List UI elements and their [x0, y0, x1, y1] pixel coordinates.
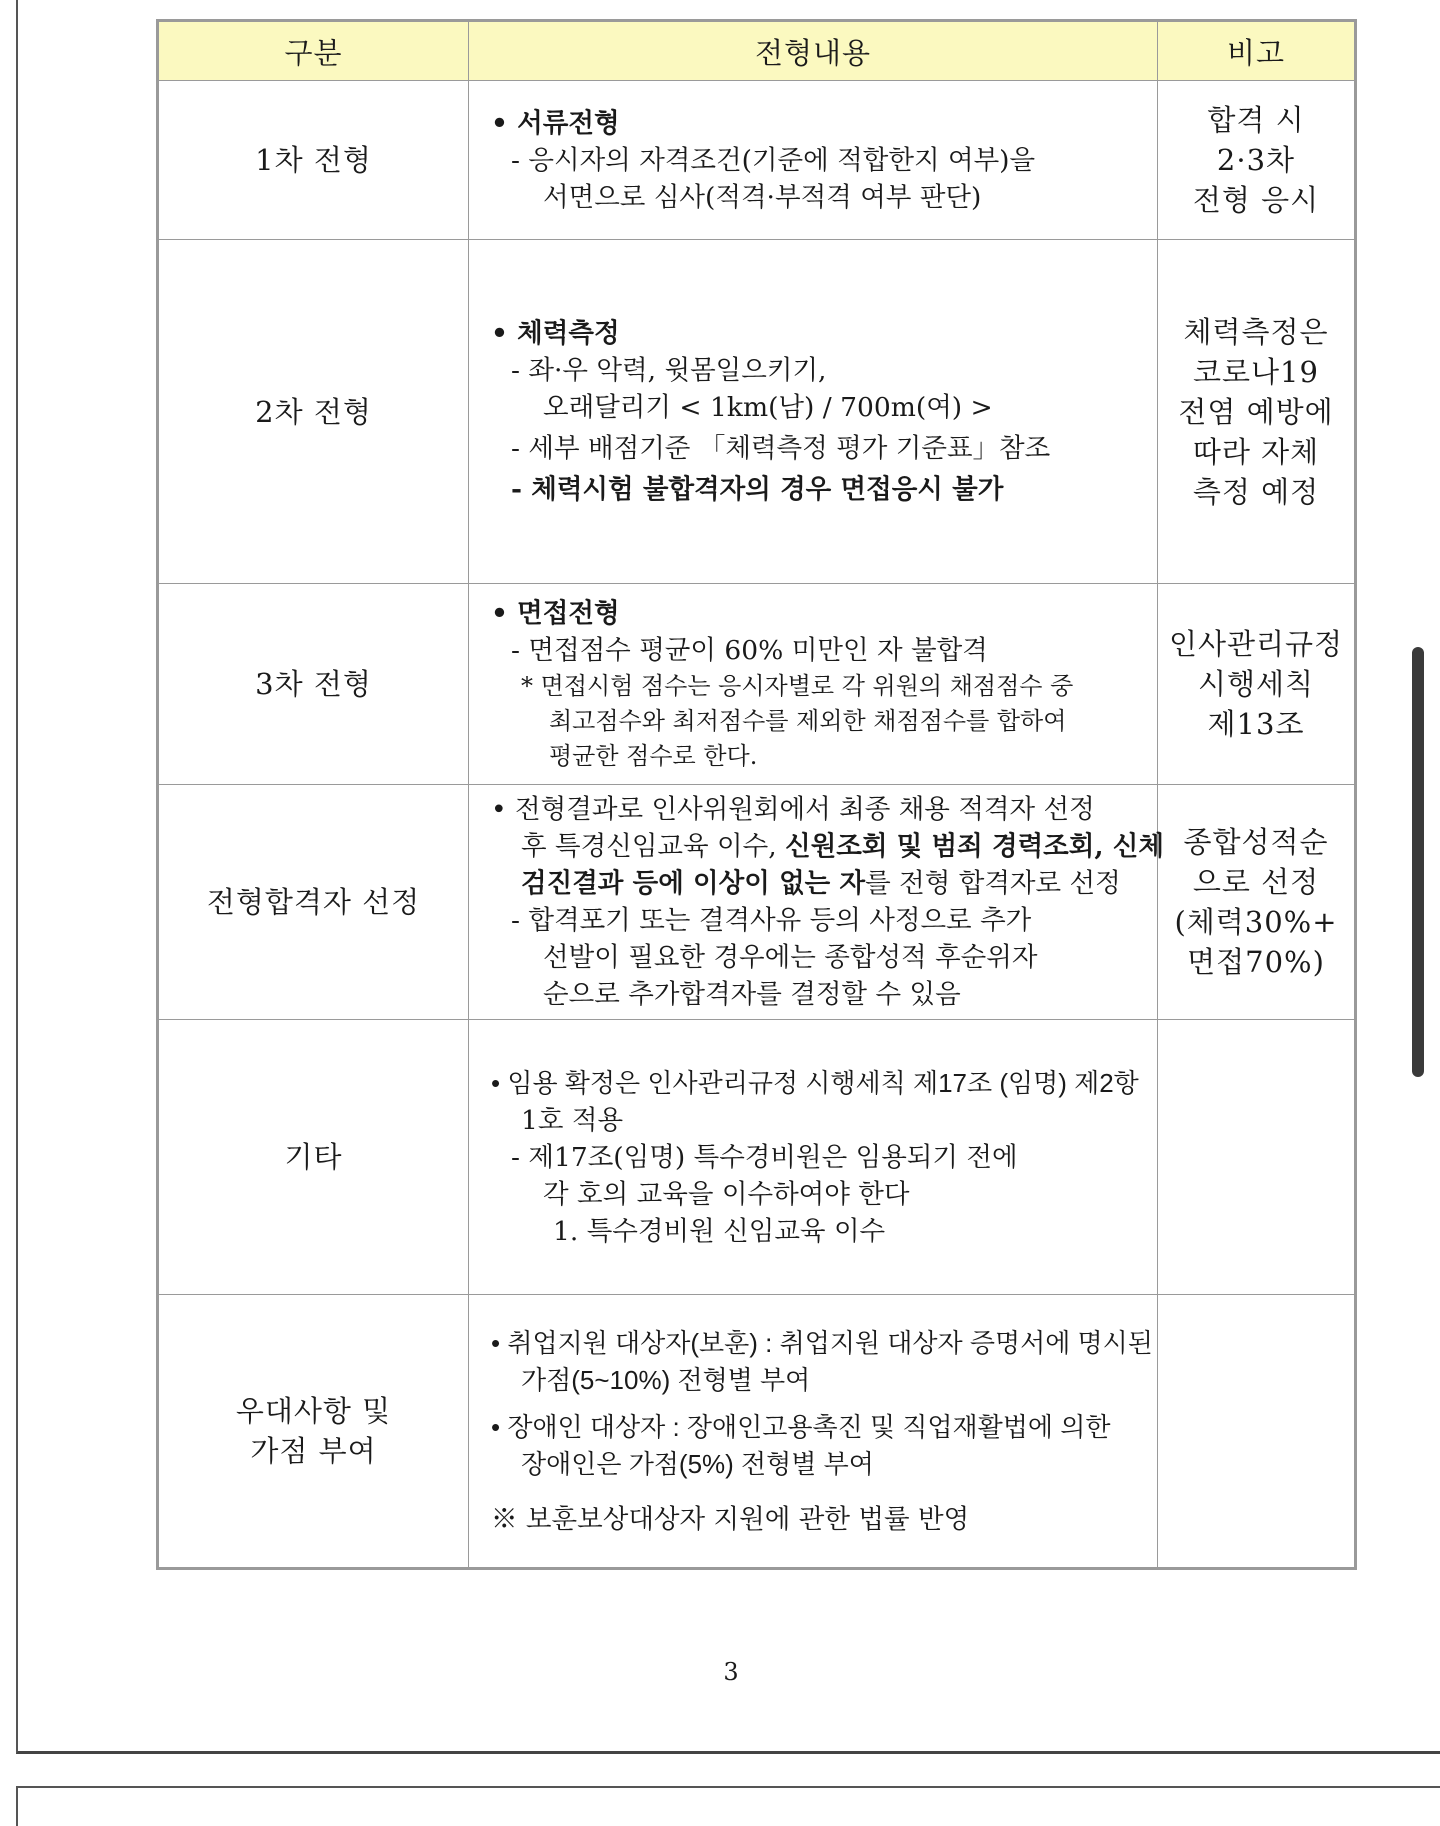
category-line: 가점 부여 [250, 1434, 377, 1468]
row-category: 기타 [158, 1020, 469, 1295]
header-remarks: 비고 [1158, 21, 1356, 81]
remarks-line: 체력측정은 [1183, 314, 1329, 349]
content-line: 선발이 필요한 경우에는 종합성적 후순위자 [543, 942, 1038, 973]
remarks-line: 시행세칙 [1197, 667, 1315, 701]
table-row [158, 584, 1356, 785]
content-line [491, 828, 1165, 865]
remarks-line: 전염 예방에 [1178, 394, 1334, 429]
next-page-edge [16, 1786, 1440, 1826]
table-header-row [158, 21, 1356, 81]
content-line: 1호 적용 [521, 1104, 624, 1136]
content-heading: • 면접전형 [491, 597, 620, 629]
content-line: - 제17조(임명) 특수경비원은 임용되기 전에 [511, 1141, 1018, 1173]
content-line: 각 호의 교육을 이수하여야 한다 [543, 1178, 910, 1210]
content-line: • 임용 확정은 인사관리규정 시행세칙 제17조 (임명) 제2항 [491, 1067, 1139, 1098]
content-heading: • 체력측정 [491, 318, 620, 349]
content-heading: • 서류전형 [491, 107, 620, 139]
selection-process-table [156, 19, 1357, 1570]
content-footnote: 최고점수와 최저점수를 제외한 채점점수를 합하여 [549, 706, 1067, 735]
remarks-line: 2·3차 [1216, 143, 1296, 177]
content-line: 장애인은 가점(5%) 전형별 부여 [521, 1448, 874, 1479]
row-content [469, 785, 1165, 1020]
content-line: - 좌·우 악력, 윗몸일으키기, [511, 355, 827, 386]
row-category: 1차 전형 [158, 81, 469, 240]
remarks-line: 측정 예정 [1192, 474, 1320, 509]
row-category: 3차 전형 [158, 584, 469, 785]
row-category [158, 1295, 469, 1569]
content-footnote: 평균한 점수로 한다. [549, 741, 758, 770]
content-footnote: * 면접시험 점수는 응시자별로 각 위원의 채점점수 중 [521, 671, 1074, 700]
remarks-line: 전형 응시 [1192, 183, 1320, 217]
remarks-line: 면접70%) [1187, 945, 1325, 979]
row-content [469, 1295, 1158, 1569]
table-row [158, 785, 1356, 1020]
content-line: - 응시자의 자격조건(기준에 적합한지 여부)을 [511, 144, 1036, 176]
category-line: 우대사항 및 [235, 1394, 392, 1428]
content-line: 서면으로 심사(적격·부적격 여부 판단) [543, 181, 982, 213]
content-line: • 장애인 대상자 : 장애인고용촉진 및 직업재활법에 의한 [491, 1411, 1111, 1442]
row-content [469, 81, 1158, 240]
row-content [469, 240, 1158, 584]
row-remarks [1158, 81, 1356, 240]
remarks-line: 따라 자체 [1192, 434, 1320, 469]
row-remarks [1158, 1020, 1356, 1295]
header-content: 전형내용 [469, 21, 1158, 81]
content-line: - 세부 배점기준 「체력측정 평가 기준표」참조 [511, 433, 1051, 464]
remarks-line: 합격 시 [1207, 103, 1305, 137]
row-remarks [1158, 785, 1356, 1020]
page-number: 3 [723, 1658, 739, 1686]
table-row [158, 81, 1356, 240]
content-line: 가점(5~10%) 전형별 부여 [521, 1364, 811, 1395]
remarks-line: 제13조 [1207, 707, 1305, 741]
table-row [158, 1020, 1356, 1295]
content-text: 를 전형 합격자로 선정 [865, 868, 1121, 899]
content-line: - 체력시험 불합격자의 경우 면접응시 불가 [511, 474, 1004, 505]
content-line [491, 865, 1145, 902]
content-line: • 전형결과로 인사위원회에서 최종 채용 적격자 선정 [491, 794, 1095, 825]
remarks-line: 으로 선정 [1192, 865, 1320, 899]
row-content [469, 1020, 1158, 1295]
content-text: 후 특경신임교육 이수, [521, 831, 786, 862]
content-line: - 합격포기 또는 결격사유 등의 사정으로 추가 [511, 905, 1032, 936]
content-line: - 면접점수 평균이 60% 미만인 자 불합격 [511, 634, 988, 666]
row-remarks [1158, 240, 1356, 584]
row-content [469, 584, 1158, 785]
scrollbar-thumb[interactable] [1412, 647, 1424, 1077]
content-text-bold: 검진결과 등에 이상이 없는 자 [521, 868, 866, 899]
remarks-line: 코로나19 [1193, 354, 1319, 389]
content-line: 순으로 추가합격자를 결정할 수 있음 [543, 979, 961, 1010]
remarks-line: (체력30%+ [1174, 905, 1338, 939]
table-row [158, 240, 1356, 584]
table-row [158, 1295, 1356, 1569]
row-category: 전형합격자 선정 [158, 785, 469, 1020]
header-category: 구분 [158, 21, 469, 81]
content-line: 1. 특수경비원 신임교육 이수 [553, 1215, 886, 1247]
remarks-line: 인사관리규정 [1168, 627, 1344, 661]
content-line: ※ 보훈보상대상자 지원에 관한 법률 반영 [491, 1503, 970, 1535]
content-line: • 취업지원 대상자(보훈) : 취업지원 대상자 증명서에 명시된 [491, 1327, 1153, 1358]
row-remarks [1158, 1295, 1356, 1569]
remarks-line: 종합성적순 [1183, 825, 1329, 859]
row-category: 2차 전형 [158, 240, 469, 584]
row-remarks [1158, 584, 1356, 785]
content-line: 오래달리기 < 1km(남) / 700m(여) > [543, 392, 993, 423]
content-text-bold: 신원조회 및 범죄 경력조회, 신체 [785, 831, 1165, 862]
